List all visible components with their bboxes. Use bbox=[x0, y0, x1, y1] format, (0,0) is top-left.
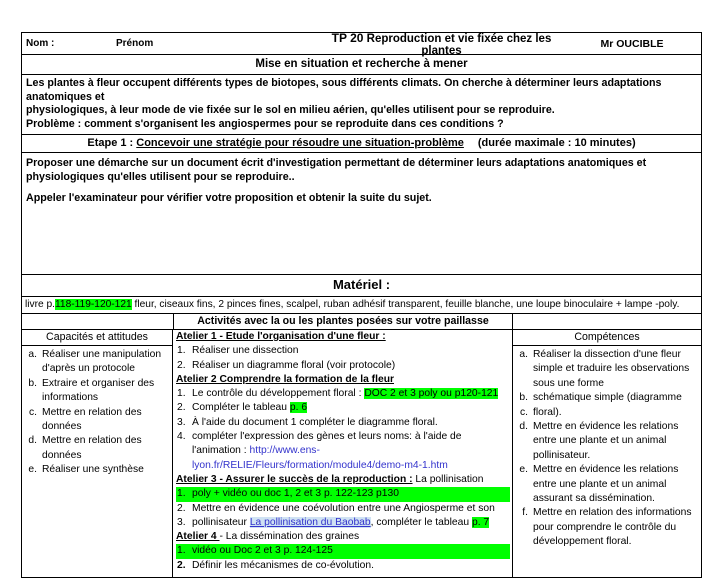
capacites-title: Capacités et attitudes bbox=[22, 330, 172, 346]
item-text: floral). bbox=[533, 406, 562, 418]
list-item bbox=[25, 434, 169, 463]
list-item bbox=[516, 420, 698, 463]
atelier-1-item-1 bbox=[176, 344, 510, 358]
item-text: Réaliser une dissection bbox=[192, 345, 299, 357]
item-marker: 1. bbox=[176, 544, 192, 558]
item-marker: e. bbox=[519, 464, 528, 476]
item-marker: b. bbox=[519, 392, 528, 404]
materiel-list bbox=[22, 297, 701, 314]
atelier-3-subtitle: La pollinisation bbox=[412, 473, 484, 485]
atelier-2-item-1 bbox=[176, 387, 510, 401]
nom-label: Nom : bbox=[26, 38, 55, 49]
etape-1-body-2: Appeler l'examinateur pour vérifier votre proposition et obtenir la suite du sujet. bbox=[26, 192, 432, 204]
atelier-4-title: Atelier 4 bbox=[176, 531, 220, 543]
item-text: vidéo ou Doc 2 et 3 p. 124-125 bbox=[192, 544, 510, 558]
materiel-banner: Matériel : bbox=[22, 275, 701, 297]
item-text-prefix: compléter l'expression des gènes et leurs noms: à l'aide de l'animation : bbox=[192, 431, 462, 457]
atelier-3-title: Atelier 3 - Assurer le succès de la reproduction : bbox=[176, 473, 413, 485]
item-text: Mettre en relation des informations pour comprendre le contrôle du développement floral. bbox=[533, 507, 692, 548]
animation-url-part-1[interactable]: http://www.ens- bbox=[249, 445, 320, 457]
item-marker: 1. bbox=[177, 388, 186, 400]
atelier-3-item-2 bbox=[176, 502, 510, 516]
list-item bbox=[516, 463, 698, 506]
ateliers-body bbox=[173, 330, 512, 577]
item-marker: d. bbox=[28, 435, 37, 447]
item-marker: a. bbox=[519, 349, 528, 360]
list-item bbox=[25, 348, 169, 377]
item-marker: d. bbox=[519, 421, 528, 433]
item-marker: 2. bbox=[177, 502, 186, 514]
item-text bbox=[192, 387, 510, 401]
page-title bbox=[316, 31, 567, 57]
item-marker: b. bbox=[28, 377, 37, 389]
list-item bbox=[516, 391, 698, 405]
column-activites bbox=[173, 330, 513, 577]
item-marker: c. bbox=[28, 406, 37, 418]
item-text: Définir les mécanismes de co-évolution. bbox=[192, 559, 374, 571]
situation-line-1: Les plantes à fleur occupent différents types de biotopes, sous différents climats. On cherche à déterminer leurs adaptations anatomiques et bbox=[26, 77, 662, 103]
worksheet-table bbox=[21, 32, 702, 578]
tp-title: Reproduction et vie fixée chez les plantes bbox=[366, 32, 552, 57]
item-text: Mettre en évidence les relations entre une plante et un animal assurant sa dissémination. bbox=[533, 464, 679, 505]
item-text bbox=[192, 401, 510, 415]
atelier-3-item-3 bbox=[176, 516, 510, 530]
atelier-4-item-1 bbox=[176, 544, 510, 558]
item-text: poly + vidéo ou doc 1, 2 et 3 p. 122-123 p130 bbox=[192, 487, 510, 501]
doc-reference-highlight: DOC 2 et 3 poly ou p120-121 bbox=[364, 388, 499, 400]
teacher-name: Mr OUCIBLE bbox=[600, 37, 664, 50]
atelier-2-item-2 bbox=[176, 401, 510, 415]
item-marker: 4. bbox=[177, 431, 186, 443]
etape-1-duration: (durée maximale : 10 minutes) bbox=[477, 137, 636, 149]
atelier-1-title-line bbox=[176, 330, 510, 344]
item-marker: 2. bbox=[177, 402, 186, 414]
item-marker: 3. bbox=[177, 416, 186, 428]
item-text: Réaliser un diagramme floral (voir protocole) bbox=[192, 359, 396, 371]
atelier-2-item-3 bbox=[176, 416, 510, 430]
item-text: Réaliser une synthèse bbox=[42, 464, 144, 476]
column-capacites bbox=[22, 330, 173, 577]
item-text: schématique simple (diagramme bbox=[533, 392, 682, 404]
animation-url-part-2[interactable]: lyon.fr/RELIE/Fleurs/formation/module4/demo-m4-1.htm bbox=[192, 459, 448, 471]
competences-title: Compétences bbox=[513, 330, 701, 346]
item-text: Mettre en évidence les relations entre une plante et un animal pollinisateur. bbox=[533, 421, 679, 461]
column-competences bbox=[513, 330, 701, 577]
atelier-3-item-1 bbox=[176, 487, 510, 501]
item-marker: a. bbox=[28, 349, 37, 360]
capacites-list bbox=[22, 346, 172, 482]
item-marker: f. bbox=[522, 507, 528, 519]
item-text bbox=[192, 430, 510, 473]
item-text: À l'aide du document 1 compléter le diagramme floral. bbox=[192, 416, 438, 428]
baobab-pollination-link[interactable]: La pollinisation du Baobab bbox=[249, 516, 371, 528]
situation-line-2: physiologiques, à leur mode de vie fixée sur le sol en milieu aérien, qu'elles utilisent pour se reproduire. bbox=[26, 104, 555, 116]
atelier-3-title-line bbox=[176, 473, 510, 487]
item-text bbox=[192, 516, 510, 530]
item-text-prefix: pollinisateur bbox=[192, 516, 247, 528]
item-text: Réaliser une manipulation d'après un protocole bbox=[42, 349, 162, 375]
tp-number: TP 20 bbox=[331, 30, 364, 45]
item-marker: 2. bbox=[177, 359, 186, 371]
etape-1-header bbox=[22, 135, 701, 153]
item-text: Mettre en relation des données bbox=[42, 406, 142, 433]
list-item bbox=[25, 406, 169, 435]
list-item bbox=[25, 377, 169, 406]
atelier-4-subtitle: - La dissémination des graines bbox=[219, 531, 360, 543]
item-text-prefix: Le contrôle du développement floral : bbox=[192, 388, 362, 400]
materiel-rest: fleur, ciseaux fins, 2 pinces fines, scalpel, ruban adhésif transparent, feuille blanche, une loupe binoculaire + lampe -poly. bbox=[134, 299, 680, 310]
atelier-2-item-4 bbox=[176, 430, 510, 473]
identity-header-row bbox=[22, 30, 701, 57]
item-text-middle: , compléter le tableau bbox=[370, 516, 470, 528]
situation-line-3: Problème : comment s'organisent les angiospermes pour se reproduite dans ces conditions ? bbox=[26, 117, 504, 130]
situation-banner: Mise en situation et recherche à mener bbox=[22, 55, 701, 75]
etape-1-label: Etape 1 : bbox=[87, 137, 137, 149]
activities-banner-row bbox=[22, 314, 701, 330]
prenom-label: Prénom bbox=[116, 38, 154, 49]
atelier-1-item-2 bbox=[176, 359, 510, 373]
activities-banner-right-spacer bbox=[513, 314, 701, 329]
item-text: Mettre en relation des données bbox=[42, 435, 142, 461]
materiel-prefix: livre p. bbox=[25, 299, 56, 310]
page-reference-highlight: p. 6 bbox=[289, 402, 308, 414]
situation-paragraph bbox=[22, 75, 701, 135]
list-item bbox=[516, 406, 698, 420]
item-text: Réaliser la dissection d'une fleur simple et traduire les observations sous une forme bbox=[533, 349, 690, 389]
competences-list bbox=[513, 346, 701, 554]
list-item bbox=[25, 463, 169, 477]
item-marker: 1. bbox=[177, 345, 186, 357]
item-text: Mettre en évidence une coévolution entre une Angiosperme et son bbox=[192, 502, 495, 514]
atelier-4-title-line bbox=[176, 530, 510, 544]
atelier-2-title-line bbox=[176, 373, 510, 387]
item-text: Extraire et organiser des informations bbox=[42, 377, 155, 404]
item-marker: 1. bbox=[176, 487, 192, 501]
etape-1-objective: Concevoir une stratégie pour résoudre une situation-problème bbox=[136, 137, 464, 149]
item-marker: 3. bbox=[177, 516, 186, 528]
item-marker: c. bbox=[519, 406, 528, 418]
etape-1-instructions bbox=[22, 153, 701, 275]
atelier-2-title: Atelier 2 Comprendre la formation de la fleur bbox=[176, 373, 394, 385]
activities-banner-left-spacer bbox=[22, 314, 174, 329]
page-reference-highlight: p. 7 bbox=[471, 516, 490, 528]
atelier-1-title: Atelier 1 - Etude l'organisation d'une fleur : bbox=[176, 331, 386, 342]
item-text-prefix: Compléter le tableau bbox=[192, 402, 288, 414]
item-marker: 2. bbox=[177, 559, 186, 571]
materiel-pages-highlight: 118-119-120-121 bbox=[55, 299, 132, 310]
etape-1-body-1: Proposer une démarche sur un document écrit d'investigation permettant de déterminer leurs adaptations anatomiques et physiologiques qu'elles utilisent pour se reproduire.. bbox=[26, 157, 647, 183]
activities-banner: Activités avec la ou les plantes posées sur votre paillasse bbox=[174, 314, 513, 329]
list-item bbox=[516, 348, 698, 391]
atelier-4-item-2 bbox=[176, 559, 510, 573]
activities-columns bbox=[22, 330, 701, 577]
item-marker: e. bbox=[28, 464, 37, 476]
list-item bbox=[516, 506, 698, 549]
